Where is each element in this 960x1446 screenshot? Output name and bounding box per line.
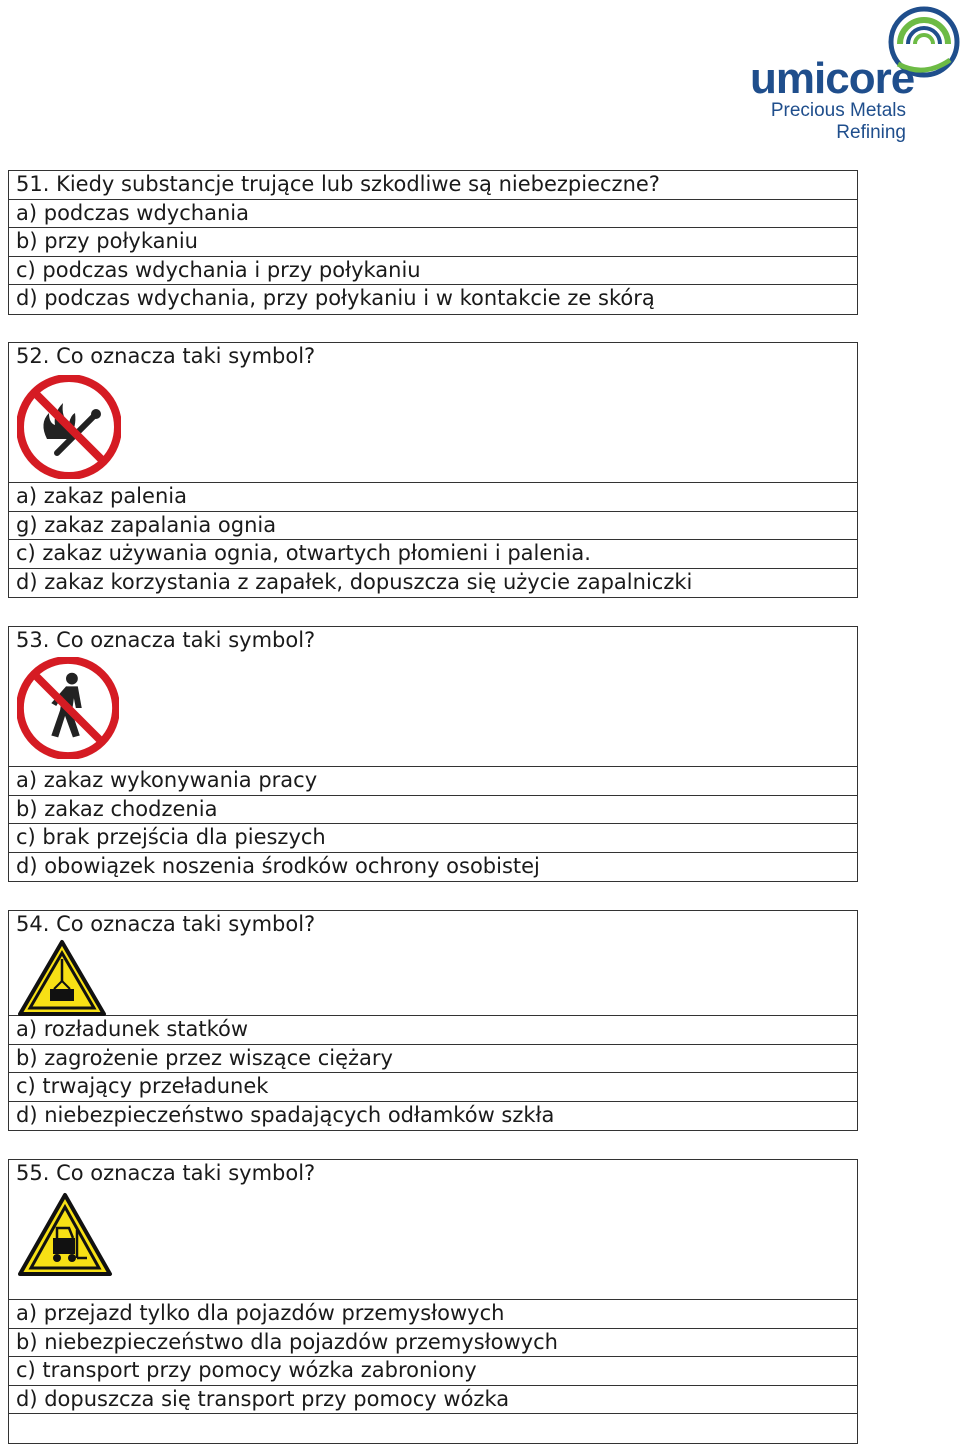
answer-d[interactable]: d) dopuszcza się transport przy pomocy wózka: [9, 1386, 857, 1415]
question-text: 52. Co oznacza taki symbol?: [16, 344, 316, 368]
suspended-load-warning-icon: [17, 939, 107, 1017]
answer-c[interactable]: c) transport przy pomocy wózka zabroniony: [9, 1357, 857, 1386]
question-text: 51. Kiedy substancje trujące lub szkodliwe są niebezpieczne?: [9, 171, 857, 200]
answer-c[interactable]: c) trwający przeładunek: [9, 1073, 857, 1102]
forklift-warning-icon: [17, 1192, 113, 1278]
answer-b[interactable]: b) zagrożenie przez wiszące ciężary: [9, 1045, 857, 1074]
umicore-logo: [748, 4, 960, 144]
answer-c[interactable]: c) podczas wdychania i przy połykaniu: [9, 257, 857, 286]
question-text: 55. Co oznacza taki symbol?: [16, 1161, 316, 1185]
question-header: [9, 343, 857, 483]
no-pedestrians-icon: [17, 657, 119, 759]
answer-b[interactable]: b) niebezpieczeństwo dla pojazdów przemysłowych: [9, 1329, 857, 1358]
logo-line2: Refining: [836, 122, 906, 143]
answer-d[interactable]: d) obowiązek noszenia środków ochrony osobistej: [16, 853, 540, 878]
question-header: [9, 1160, 857, 1300]
answer-d[interactable]: d) zakaz korzystania z zapałek, dopuszcza się użycie zapalniczki: [16, 569, 693, 594]
question-text: 54. Co oznacza taki symbol?: [16, 912, 316, 936]
question-54: [8, 910, 858, 1131]
answer-b[interactable]: b) zakaz chodzenia: [9, 796, 857, 825]
logo-line1: Precious Metals: [770, 100, 906, 121]
answer-d[interactable]: d) niebezpieczeństwo spadających odłamków szkła: [16, 1102, 555, 1127]
logo-brand: umicore: [750, 54, 915, 103]
answer-a[interactable]: a) rozładunek statków: [9, 1016, 857, 1045]
question-52: [8, 342, 858, 598]
question-header: [9, 911, 857, 1016]
empty-row: [9, 1414, 857, 1443]
answer-d[interactable]: d) podczas wdychania, przy połykaniu i w kontakcie ze skórą: [16, 286, 655, 311]
answer-a[interactable]: a) przejazd tylko dla pojazdów przemysłowych: [9, 1300, 857, 1329]
question-text: 53. Co oznacza taki symbol?: [16, 628, 316, 652]
question-51: [8, 170, 858, 315]
question-53: [8, 626, 858, 882]
answer-a[interactable]: a) zakaz palenia: [9, 483, 857, 512]
answer-c[interactable]: c) zakaz używania ognia, otwartych płomieni i palenia.: [9, 540, 857, 569]
answer-a[interactable]: a) podczas wdychania: [9, 200, 857, 229]
answer-g[interactable]: g) zakaz zapalania ognia: [9, 512, 857, 541]
question-55: [8, 1159, 858, 1444]
question-header: [9, 627, 857, 767]
answer-c[interactable]: c) brak przejścia dla pieszych: [9, 824, 857, 853]
answer-b[interactable]: b) przy połykaniu: [9, 228, 857, 257]
answer-a[interactable]: a) zakaz wykonywania pracy: [9, 767, 857, 796]
no-open-flame-icon: [17, 375, 121, 479]
